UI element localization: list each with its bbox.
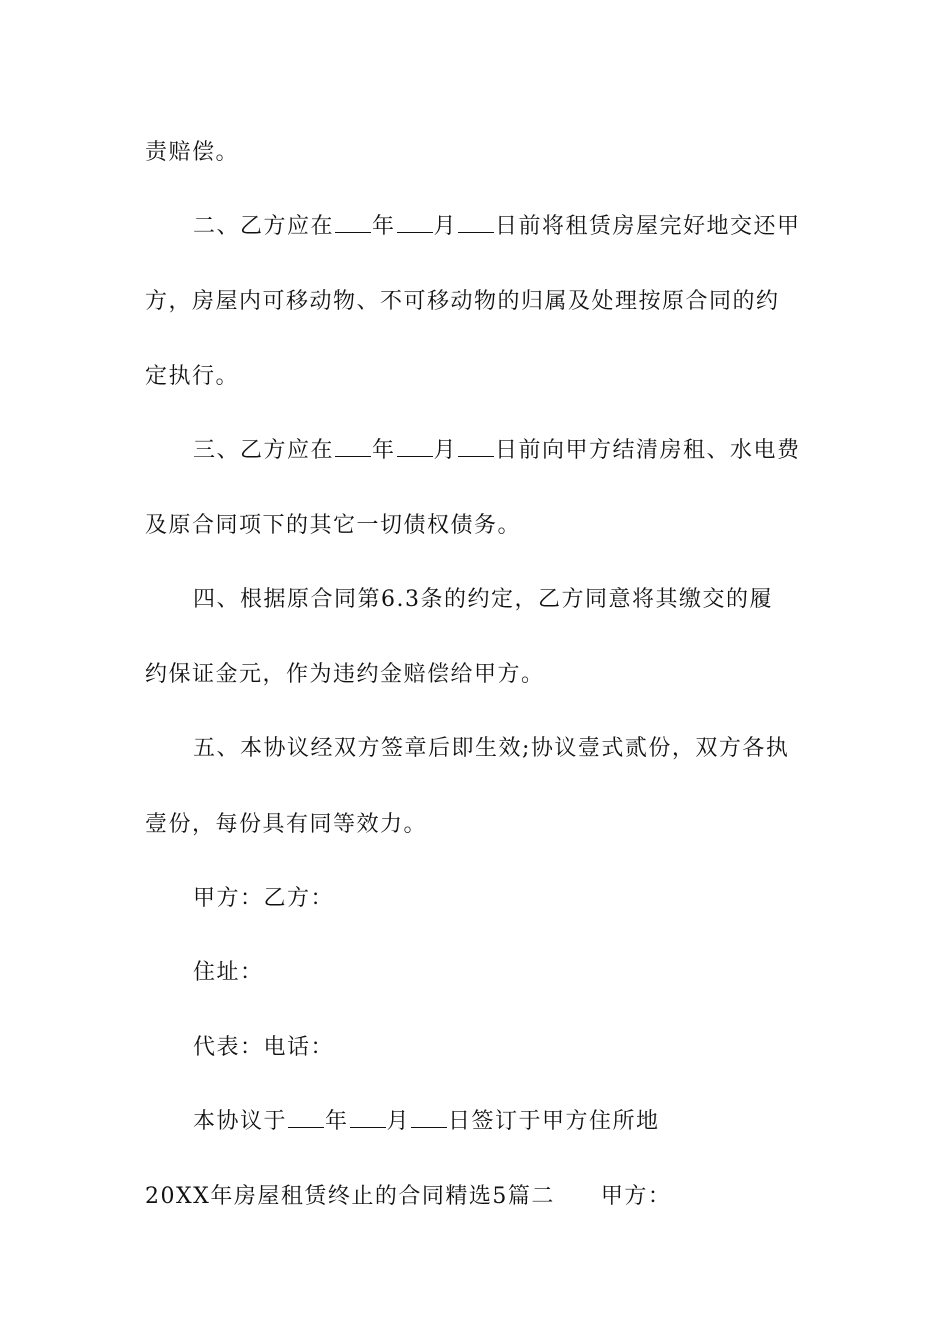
paragraph-tail bbox=[145, 138, 239, 168]
text-run: 及原合同项下的其它一切债权债务。 bbox=[145, 513, 522, 538]
next-contract-title bbox=[145, 1182, 671, 1212]
text-run: 日签订于甲方住所地 bbox=[448, 1109, 660, 1134]
text-run: 四、根据原合同第6.3条的约定，乙方同意将其缴交的履 bbox=[193, 587, 773, 612]
text-run: 代表：电话： bbox=[193, 1035, 335, 1060]
signing-date-line bbox=[193, 1107, 660, 1137]
clause-3-line-2 bbox=[145, 511, 521, 541]
clause-3-line-1 bbox=[193, 436, 801, 466]
signature-parties bbox=[193, 884, 334, 914]
text-run: 定执行。 bbox=[145, 364, 240, 389]
text-run: 三、乙方应在 bbox=[193, 438, 335, 463]
text-run: 日前将租赁房屋完好地交还甲 bbox=[495, 214, 801, 239]
text-run: 月 bbox=[433, 438, 458, 463]
signature-representative bbox=[193, 1033, 334, 1063]
text-run: 方，房屋内可移动物、不可移动物的归属及处理按原合同的约 bbox=[145, 289, 780, 314]
text-run: 年 bbox=[372, 438, 396, 463]
text-run: 壹份，每份具有同等效力。 bbox=[145, 812, 428, 837]
text-run: 20XX年房屋租赁终止的合同精选5篇二 bbox=[145, 1184, 555, 1209]
clause-2-line-3 bbox=[145, 362, 239, 392]
clause-4-line-1 bbox=[193, 585, 773, 615]
blank-line bbox=[411, 1109, 447, 1128]
blank-line bbox=[397, 438, 433, 457]
text-run: 日前向甲方结清房租、水电费 bbox=[495, 438, 801, 463]
text-run: 月 bbox=[386, 1109, 411, 1134]
blank-line bbox=[335, 214, 371, 233]
clause-5-line-1 bbox=[193, 734, 789, 764]
text-run: 二、乙方应在 bbox=[193, 214, 335, 239]
text-run: 约保证金元，作为违约金赔偿给甲方。 bbox=[145, 662, 545, 687]
signature-address bbox=[193, 958, 264, 988]
blank-line bbox=[350, 1109, 386, 1128]
blank-line bbox=[458, 438, 494, 457]
text-run: 五、本协议经双方签章后即生效;协议壹式贰份，双方各执 bbox=[193, 736, 790, 761]
blank-line bbox=[397, 214, 433, 233]
text-run: 月 bbox=[433, 214, 458, 239]
blank-line bbox=[458, 214, 494, 233]
clause-2-line-2 bbox=[145, 287, 780, 317]
clause-2-line-1 bbox=[193, 212, 801, 242]
text-run: 责赔偿。 bbox=[145, 140, 240, 165]
blank-line bbox=[288, 1109, 324, 1128]
clause-4-line-2 bbox=[145, 660, 545, 690]
text-run: 甲方： bbox=[600, 1184, 672, 1209]
text-run: 本协议于 bbox=[193, 1109, 288, 1134]
clause-5-line-2 bbox=[145, 810, 427, 840]
text-run: 年 bbox=[325, 1109, 349, 1134]
text-run: 甲方：乙方： bbox=[193, 886, 335, 911]
text-run: 住址： bbox=[193, 960, 264, 985]
text-run: 年 bbox=[372, 214, 396, 239]
blank-line bbox=[335, 438, 371, 457]
